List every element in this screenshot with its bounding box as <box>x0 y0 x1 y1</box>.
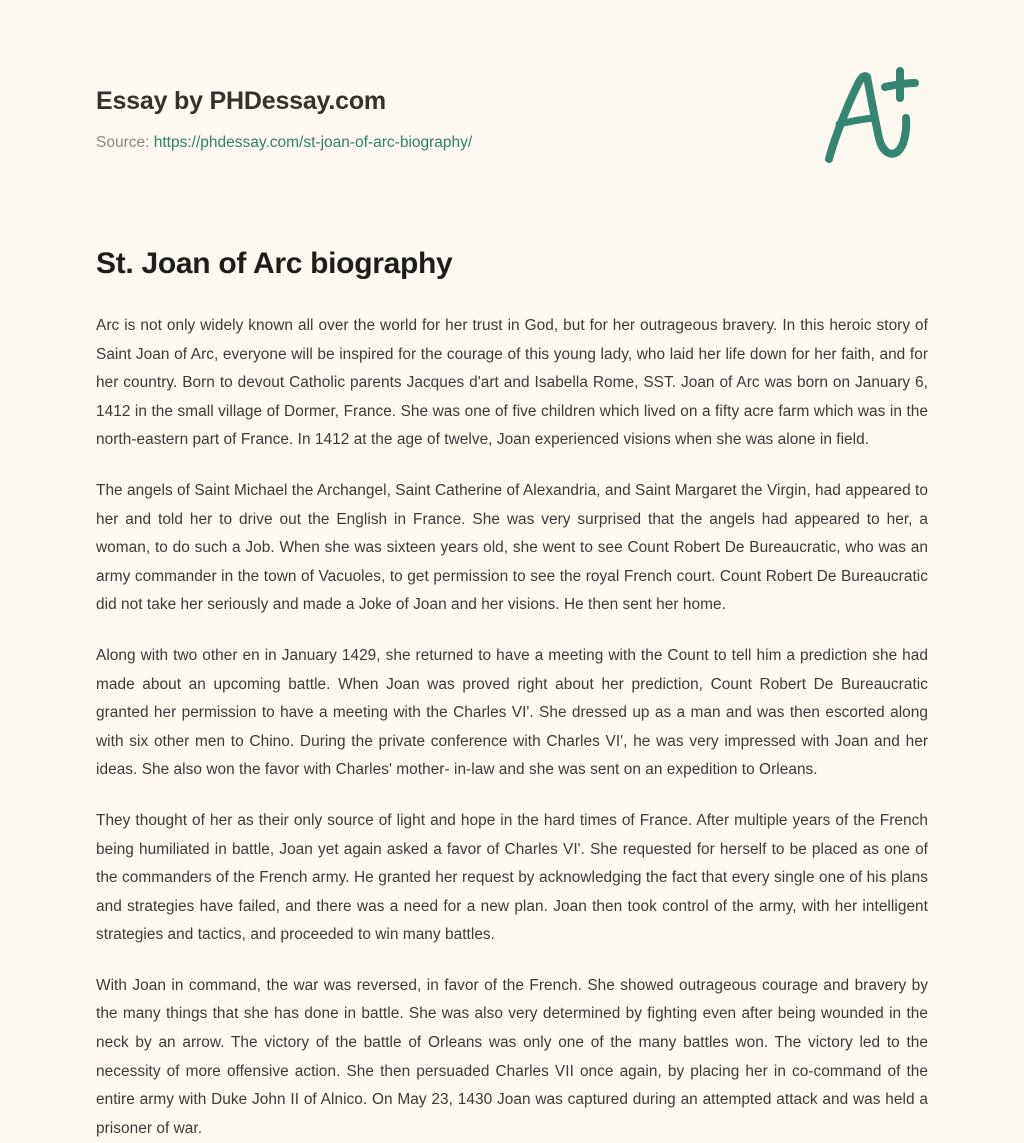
brand-title: Essay by PHDessay.com <box>96 87 386 115</box>
header-left-block <box>96 88 472 152</box>
aplus-logo <box>814 62 934 172</box>
aplus-logo-icon <box>814 62 934 172</box>
page-header <box>96 0 928 172</box>
article-paragraph: They thought of her as their only source of light and hope in the hard times of France. After multiple years of the French being humiliated in battle, Joan yet again asked a favor of Charles VI'. She requested for herself to be placed as one of the commanders of the French army. He granted her request by acknowledging the fact that every single one of his plans and strategies have failed, and there was a need for a new plan. Joan then took control of the army, with her intelligent strategies and tactics, and proceeded to win many battles. <box>96 811 928 944</box>
source-url-link[interactable]: https://phdessay.com/st-joan-of-arc-biography/ <box>153 133 473 151</box>
page-title: St. Joan of Arc biography <box>96 247 453 280</box>
article-body <box>96 282 928 1143</box>
article-paragraph: The angels of Saint Michael the Archangel, Saint Catherine of Alexandria, and Saint Margaret the Virgin, had appeared to her and told her to drive out the English in France. She was very surprised that the angels had appeared to her, a woman, to do such a Job. When she was sixteen years old, she went to see Count Robert De Bureaucratic, who was an army commander in the town of Vacuoles, to get permission to see the royal French court. Count Robert De Bureaucratic did not take her seriously and made a Joke of Joan and her visions. He then sent her home. <box>96 481 928 614</box>
source-line <box>96 134 472 153</box>
article-paragraph: Along with two other en in January 1429, she returned to have a meeting with the Count to tell him a prediction she had made about an upcoming battle. When Joan was proved right about her prediction, Count Robert De Bureaucratic granted her permission to have a meeting with the Charles VI'. She dressed up as a man and was then escorted along with six other men to Chino. During the private conference with Charles VI', he was very impressed with Joan and her ideas. She also won the favor with Charles' mother- in-law and she was sent on an expedition to Orleans. <box>96 646 928 779</box>
article-paragraph: With Joan in command, the war was reversed, in favor of the French. She showed outrageous courage and bravery by the many things that she has done in battle. She was also very determined by fighting even after being wounded in the neck by an arrow. The victory of the battle of Orleans was only one of the many battles won. The victory led to the necessity of more offensive action. She then persuaded Charles VII once again, by placing her in co-command of the entire army with Duke John II of Alnico. On May 23, 1430 Joan was captured during an attempted attack and was held a prisoner of war. <box>96 976 928 1137</box>
article-paragraph: Arc is not only widely known all over the world for her trust in God, but for her outrageous bravery. In this heroic story of Saint Joan of Arc, everyone will be inspired for the courage of this young lady, who laid her life down for her faith, and for her country. Born to devout Catholic parents Jacques d'art and Isabella Rome, SST. Joan of Arc was born on January 6, 1412 in the small village of Dormer, France. She was one of five children which lived on a fifty acre farm which was in the north-eastern part of France. In 1412 at the age of twelve, Joan experienced visions when she was alone in field. <box>96 317 928 449</box>
source-label: Source: <box>96 133 150 151</box>
